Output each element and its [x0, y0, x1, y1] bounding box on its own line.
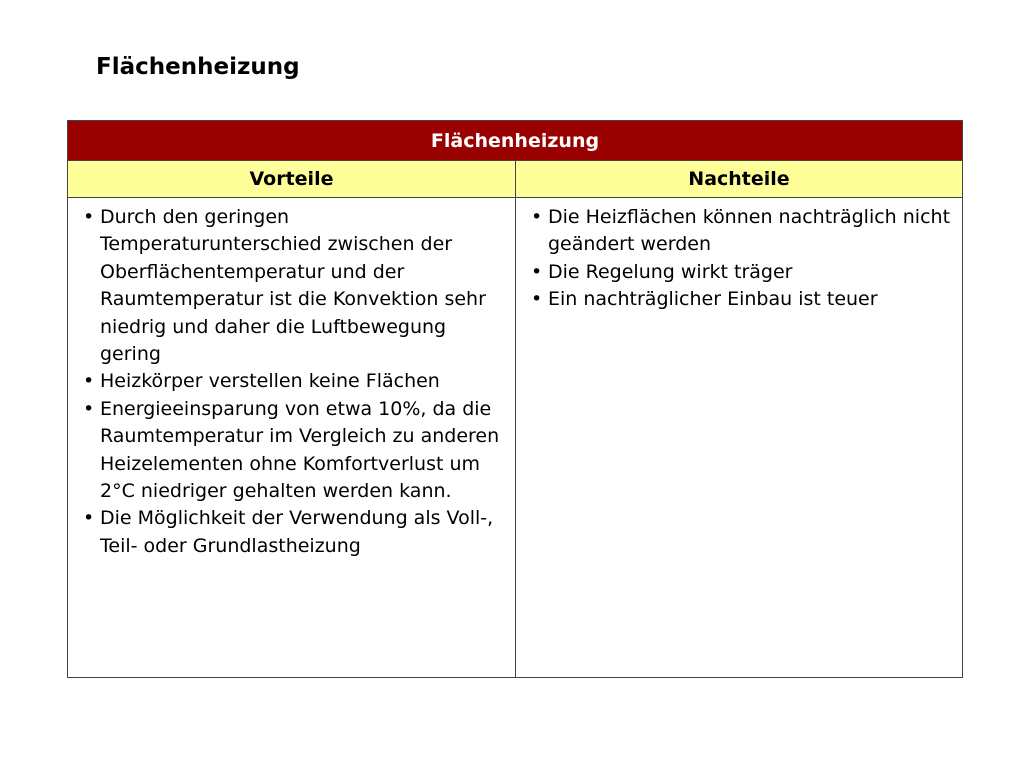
bullet-icon: • [83, 507, 95, 530]
list-item-text: Energieeinsparung von etwa 10%, da die Raumtemperatur im Vergleich zu anderen Heizelementen ohne Komfortverlust um 2°C niedriger gehalten werden kann. [100, 397, 500, 503]
bullet-icon: • [83, 370, 95, 393]
nachteile-cell [516, 198, 963, 678]
list-item [78, 396, 505, 506]
nachteile-list [526, 204, 952, 314]
column-header-vorteile: Vorteile [68, 161, 516, 198]
list-item [78, 204, 505, 368]
vorteile-cell [68, 198, 516, 678]
comparison-table [67, 120, 963, 678]
list-item-text: Ein nachträglicher Einbau ist teuer [548, 288, 878, 311]
bullet-icon: • [83, 206, 95, 228]
column-header-nachteile: Nachteile [516, 161, 963, 198]
table-body-row [68, 198, 963, 678]
bullet-icon: • [531, 206, 543, 228]
page-title: Flächenheizung [96, 54, 300, 80]
column-header-row [68, 161, 963, 198]
vorteile-list [78, 204, 505, 560]
bullet-icon: • [83, 397, 95, 420]
list-item [78, 368, 505, 395]
bullet-icon: • [531, 260, 543, 283]
list-item-text: Durch den geringen Temperaturunterschied zwischen der Oberflächentemperatur und der Raumtemperatur ist die Konvektion sehr niedrig und daher die Luftbewegung gering [100, 206, 486, 366]
list-item-text: Die Heizflächen können nachträglich nicht geändert werden [548, 206, 951, 256]
bullet-icon: • [531, 288, 543, 311]
list-item [526, 204, 952, 259]
table-header: Flächenheizung [68, 121, 963, 161]
table-header-row [68, 121, 963, 161]
list-item [78, 505, 505, 560]
list-item [526, 259, 952, 286]
list-item [526, 286, 952, 313]
list-item-text: Die Regelung wirkt träger [548, 260, 793, 283]
list-item-text: Heizkörper verstellen keine Flächen [100, 370, 440, 393]
list-item-text: Die Möglichkeit der Verwendung als Voll-, Teil- oder Grundlastheizung [100, 507, 494, 557]
